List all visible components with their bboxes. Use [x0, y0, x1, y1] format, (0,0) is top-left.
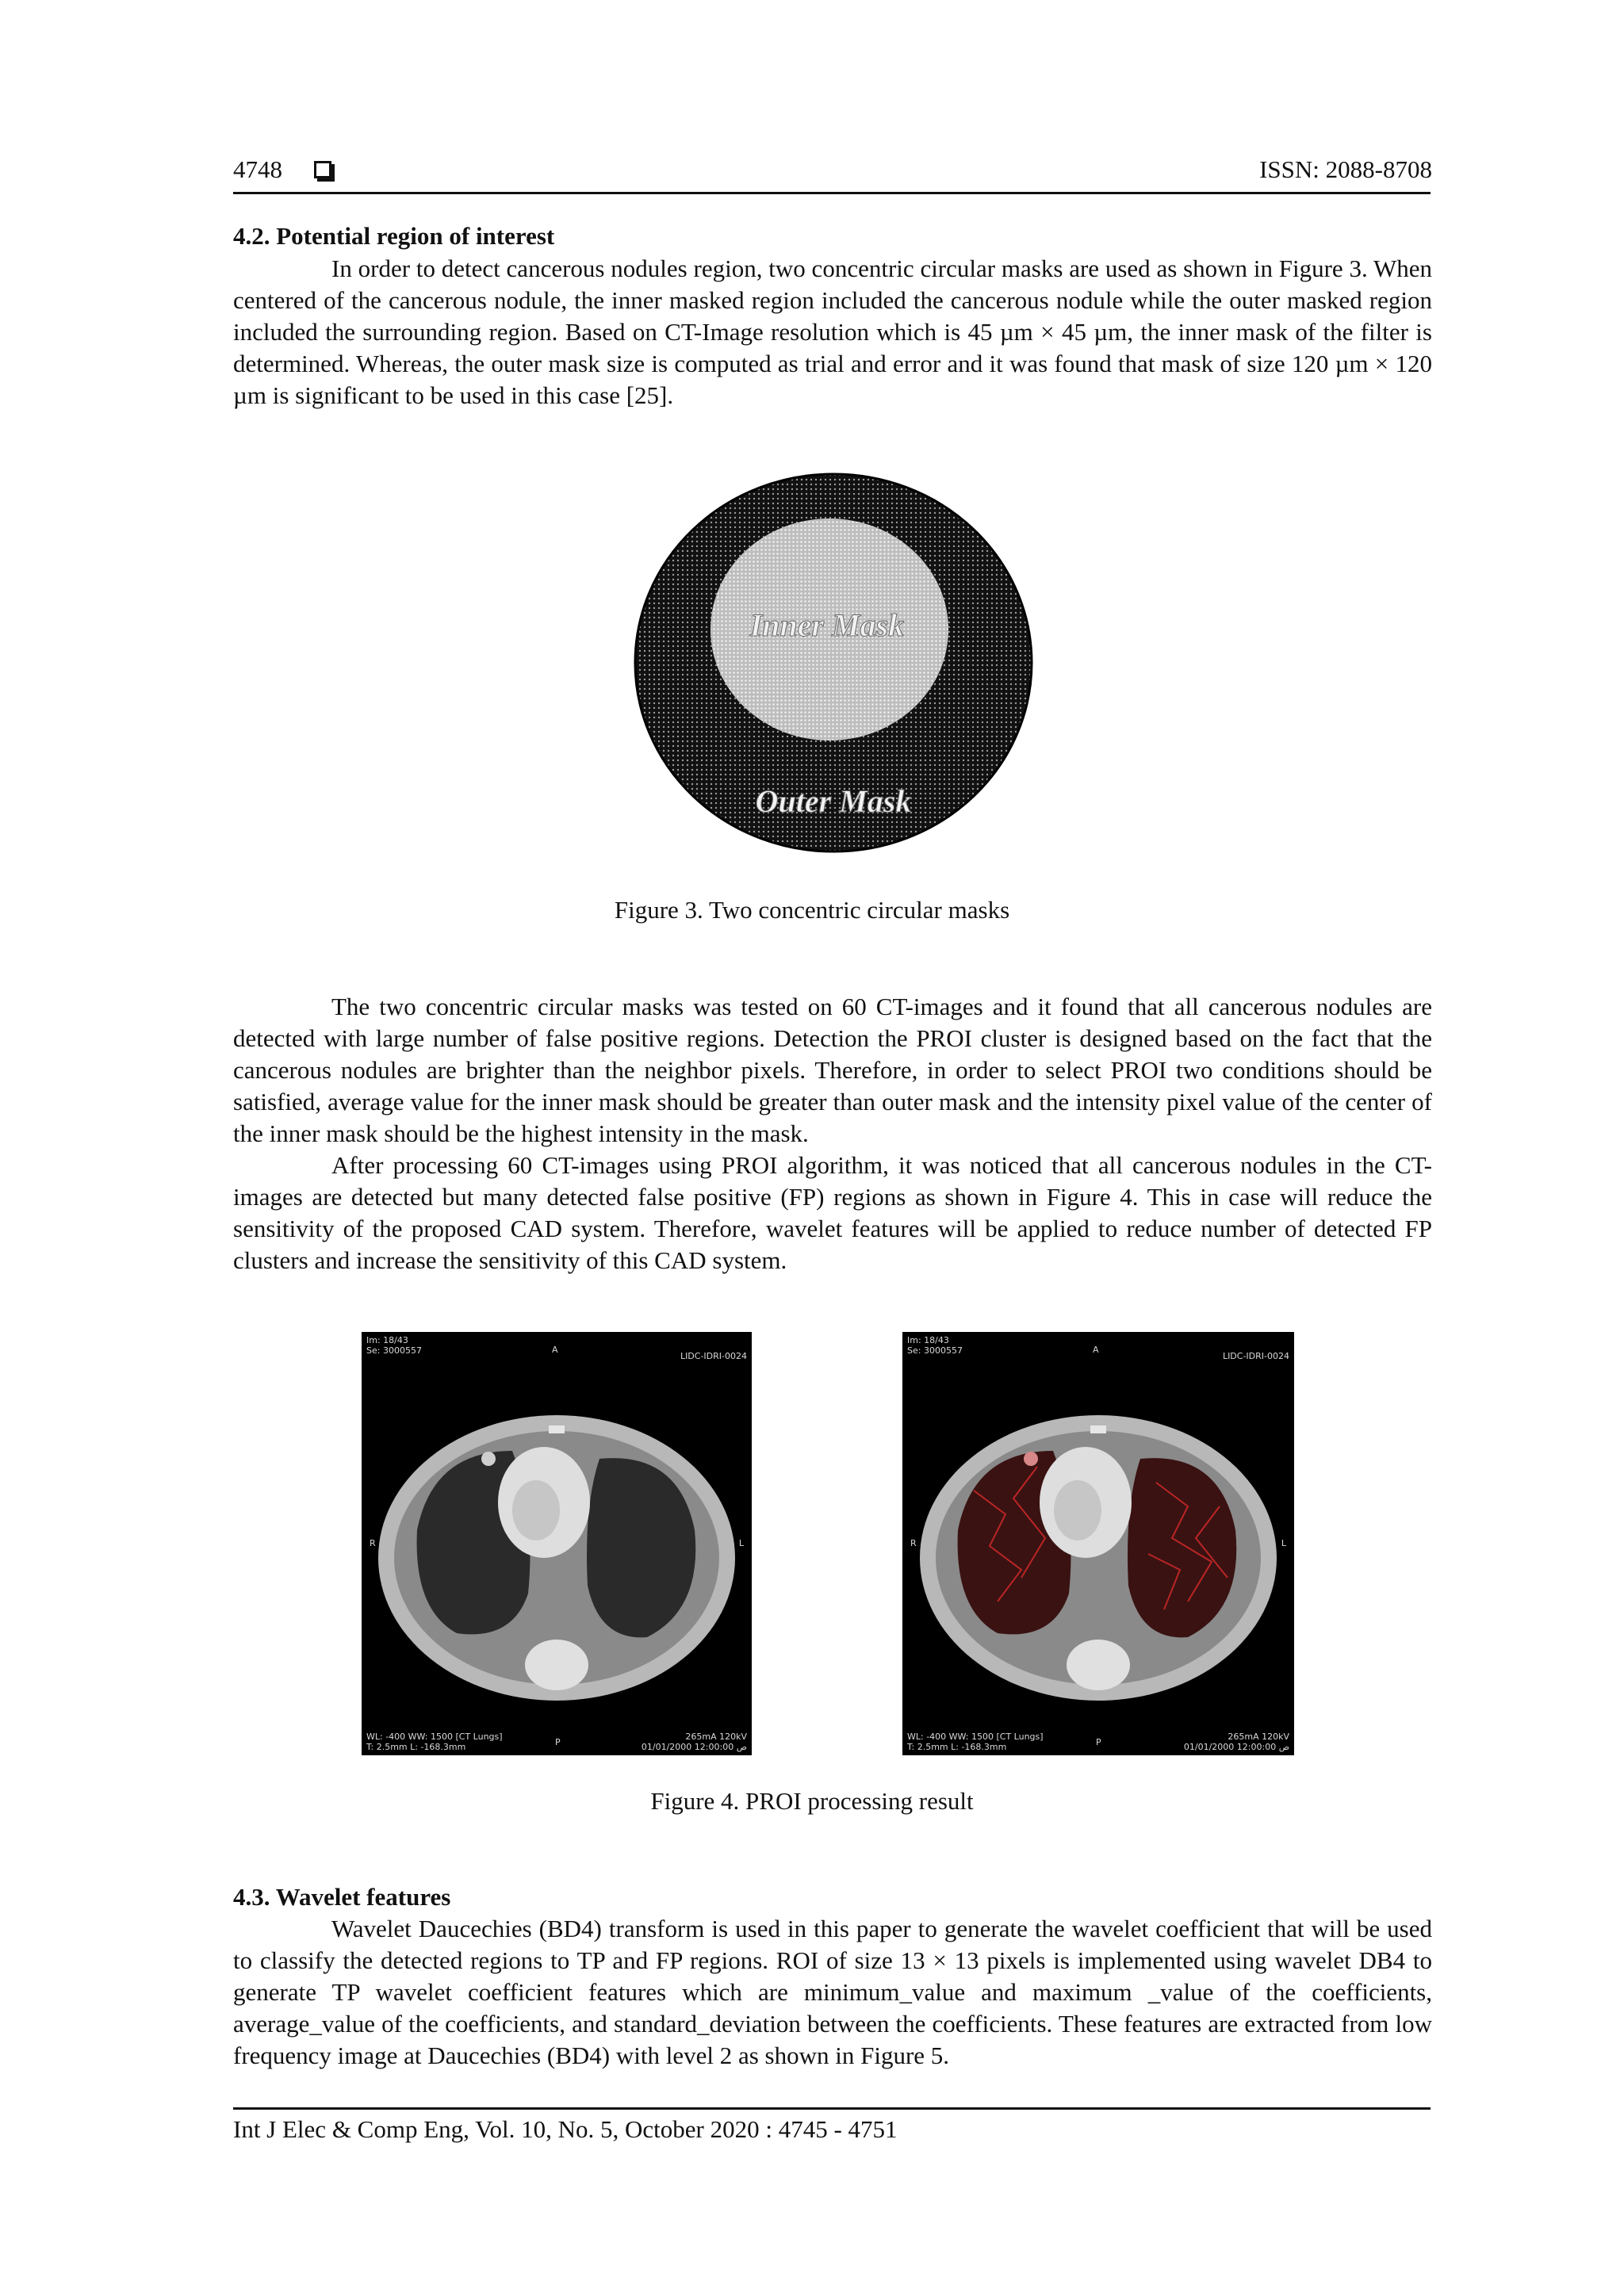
- inner-mask-label: Inner Mask: [749, 607, 905, 643]
- ct-overlay-top-left: Im: 18/43 Se: 3000557: [366, 1335, 422, 1356]
- outer-mask-label: Outer Mask: [755, 783, 912, 819]
- figure-4-caption: Figure 4. PROI processing result: [650, 1787, 974, 1815]
- footer-citation: Int J Elec & Comp Eng, Vol. 10, No. 5, October 2020 : 4745 - 4751: [233, 2115, 898, 2143]
- figure-3-caption: Figure 3. Two concentric circular masks: [614, 896, 1010, 924]
- figure-4-ct-original: [362, 1332, 752, 1755]
- checkbox-square-icon: [314, 161, 331, 178]
- ct-overlay-bottom-center: P: [1096, 1737, 1101, 1747]
- section-4-3-paragraph: Wavelet Daucechies (BD4) transform is used in this paper to generate the wavelet coefficient that will be used to classify the detected regions to TP and FP regions. ROI of size 13 × 13 pixels is implemented using wavelet DB4 to generate TP wavelet coefficient features which are minimum_value and maximum _value of the coefficients, average_value of the coefficients, and standard_deviation between the coefficients. These features are extracted from low frequency image at Daucechies (BD4) with level 2 as shown in Figure 5.: [233, 1915, 1432, 2069]
- header-rule: [233, 192, 1431, 194]
- figure-3-concentric-masks: [633, 473, 1034, 853]
- ct-overlay-bottom-center: P: [555, 1737, 561, 1747]
- ct-overlay-left: R: [910, 1538, 917, 1548]
- page-number: 4748: [233, 155, 282, 183]
- footer-rule: [233, 2107, 1431, 2110]
- ct-overlay-bottom-left: WL: -400 WW: 1500 [CT Lungs] T: 2.5mm L: -168.3mm: [907, 1732, 1044, 1752]
- ct-overlay-right: L: [738, 1538, 744, 1548]
- ct-overlay-top-center: A: [552, 1345, 558, 1355]
- ct-overlay-top-right: LIDC-IDRI-0024: [680, 1351, 747, 1361]
- body-paragraph-1: The two concentric circular masks was tested on 60 CT-images and it found that all cancerous nodules are detected with large number of false positive regions. Detection the PROI cluster is designed based on the fact that the cancerous nodules are brighter than the neighbor pixels. Therefore, in order to select PROI two conditions should be satisfied, average value for the inner mask should be greater than outer mask and the intensity pixel value of the center of the inner mask should be the highest intensity in the mask.: [233, 993, 1432, 1147]
- ct-overlay-top-center: A: [1093, 1345, 1099, 1355]
- ct-overlay-top-left: Im: 18/43 Se: 3000557: [907, 1335, 963, 1356]
- section-heading-4-2: 4.2. Potential region of interest: [233, 222, 555, 250]
- ct-overlay-top-right: LIDC-IDRI-0024: [1222, 1351, 1289, 1361]
- ct-overlay-bottom-right: 265mA 120kV 01/01/2000 12:00:00 ص: [641, 1732, 747, 1752]
- figure-4-ct-processed: [902, 1332, 1294, 1755]
- issn: ISSN: 2088-8708: [1259, 155, 1432, 183]
- ct-overlay-bottom-right: 265mA 120kV 01/01/2000 12:00:00 ص: [1183, 1732, 1289, 1752]
- section-4-2-paragraph: In order to detect cancerous nodules region, two concentric circular masks are used as shown in Figure 3. When centered of the cancerous nodule, the inner masked region included the cancerous nodule while the outer masked region included the surrounding region. Based on CT-Image resolution which is 45 µm × 45 µm, the inner mask of the filter is determined. Whereas, the outer mask size is computed as trial and error and it was found that mask of size 120 µm × 120 µm is significant to be used in this case [25].: [233, 254, 1432, 409]
- page-header-left: [233, 155, 331, 184]
- section-heading-4-3: 4.3. Wavelet features: [233, 1883, 451, 1911]
- body-paragraph-2: After processing 60 CT-images using PROI algorithm, it was noticed that all cancerous nodules in the CT-images are detected but many detected false positive (FP) regions as shown in Figure 4. This in case will reduce the sensitivity of the proposed CAD system. Therefore, wavelet features will be applied to reduce number of detected FP clusters and increase the sensitivity of this CAD system.: [233, 1151, 1432, 1274]
- ct-overlay-left: R: [370, 1538, 376, 1548]
- ct-overlay-right: L: [1281, 1538, 1286, 1548]
- ct-overlay-bottom-left: WL: -400 WW: 1500 [CT Lungs] T: 2.5mm L: -168.3mm: [366, 1732, 503, 1752]
